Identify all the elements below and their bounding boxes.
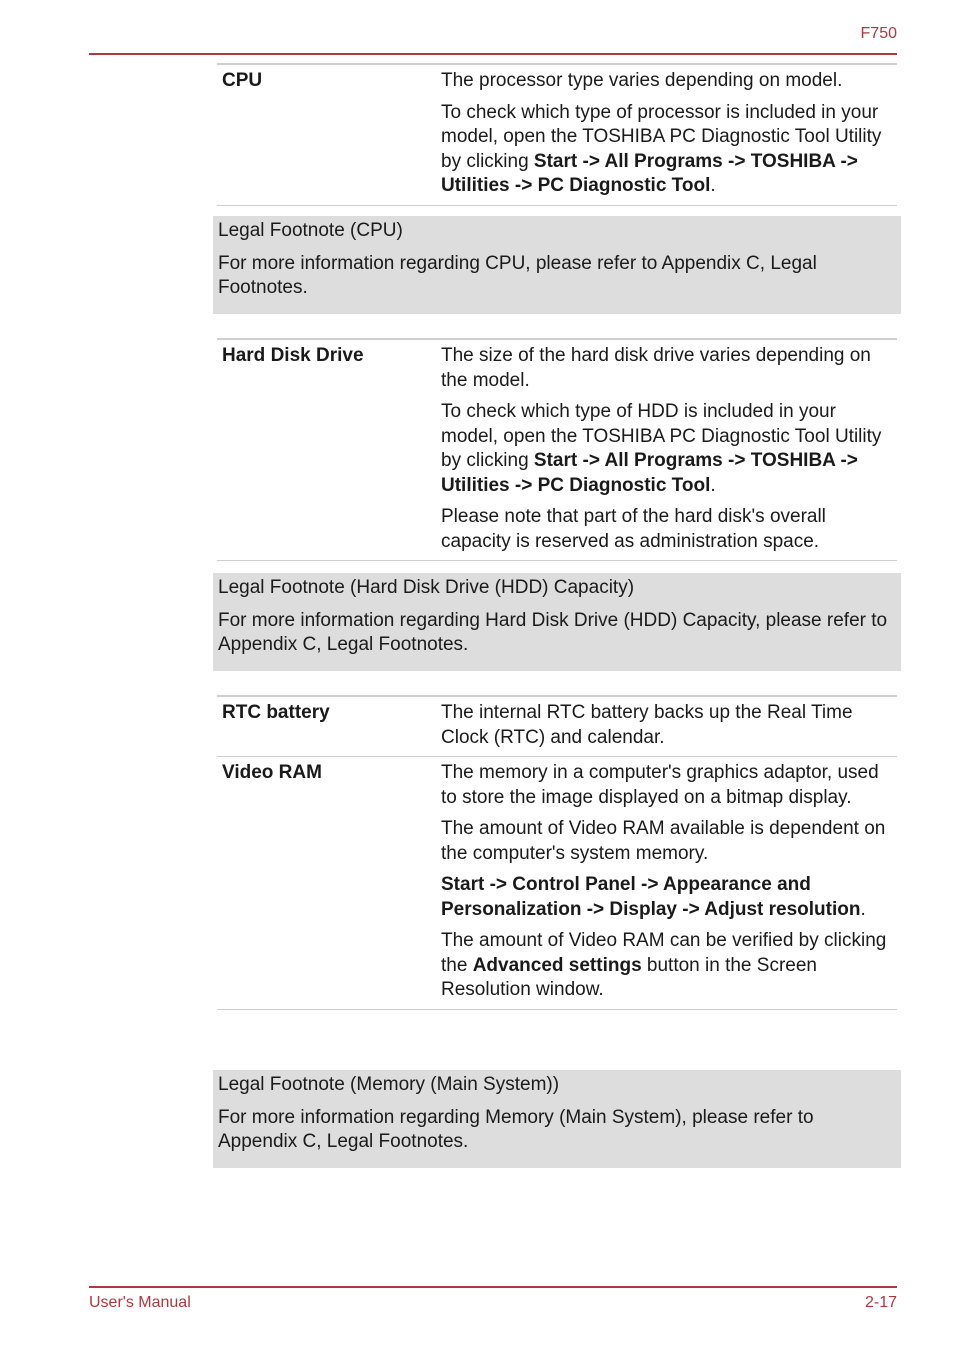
cpu-paragraph-2: To check which type of processor is included in your model, open the TOSHIBA PC Diagnostic Tool Utility by clicking Start -> All Programs -> TOSHIBA -> Utilities -> PC Diagnostic Tool.: [441, 101, 882, 196]
footnote-title: Legal Footnote (Hard Disk Drive (HDD) Capacity): [218, 577, 635, 598]
table-row: [217, 697, 897, 757]
vram-paragraph-3: Start -> Control Panel -> Appearance and Personalization -> Display -> Adjust resolution.: [441, 874, 866, 920]
menu-path: Start -> Control Panel -> Appearance and Personalization -> Display -> Adjust resolution: [441, 874, 861, 920]
hdd-paragraph-3: Please note that part of the hard disk's overall capacity is reserved as administration space.: [441, 506, 826, 552]
table-row: [217, 757, 897, 1010]
page-number: 2-17: [864, 1294, 897, 1311]
footnote-title: Legal Footnote (Memory (Main System)): [218, 1074, 560, 1095]
spec-term-cpu: CPU: [222, 70, 263, 91]
footnote-body: For more information regarding Memory (Main System), please refer to Appendix C, Legal Footnotes.: [218, 1106, 814, 1152]
spec-description-cpu: [441, 69, 891, 199]
vram-paragraph-1: The memory in a computer's graphics adaptor, used to store the image displayed on a bitmap display.: [441, 762, 879, 808]
footnote-body: For more information regarding CPU, please refer to Appendix C, Legal Footnotes.: [218, 252, 817, 298]
spec-table-hdd: [217, 338, 897, 561]
spec-description-rtc: [441, 701, 891, 750]
menu-path: Start -> All Programs -> TOSHIBA -> Utilities -> PC Diagnostic Tool: [441, 150, 858, 196]
legal-footnote-cpu: [213, 216, 901, 314]
spec-description-hdd: [441, 344, 891, 554]
vram-paragraph-4: The amount of Video RAM can be verified by clicking the Advanced settings button in the Screen Resolution window.: [441, 930, 887, 1000]
button-name: Advanced settings: [472, 954, 642, 976]
cpu-paragraph-1: The processor type varies depending on model.: [441, 70, 843, 91]
spec-term-vram: Video RAM: [222, 762, 322, 783]
footnote-title: Legal Footnote (CPU): [218, 220, 403, 241]
header-rule: [89, 53, 897, 55]
table-row: [217, 340, 897, 561]
spec-term-hdd: Hard Disk Drive: [222, 345, 364, 366]
hdd-paragraph-1: The size of the hard disk drive varies depending on the model.: [441, 345, 871, 391]
table-row: [217, 65, 897, 206]
legal-footnote-hdd: [213, 573, 901, 671]
footer-rule: [89, 1286, 897, 1288]
menu-path: Start -> All Programs -> TOSHIBA -> Utilities -> PC Diagnostic Tool: [441, 450, 858, 496]
spec-description-vram: [441, 761, 891, 1003]
vram-paragraph-2: The amount of Video RAM available is dependent on the computer's system memory.: [441, 818, 886, 864]
rtc-paragraph-1: The internal RTC battery backs up the Real Time Clock (RTC) and calendar.: [441, 702, 853, 748]
legal-footnote-memory: [213, 1070, 901, 1168]
hdd-paragraph-2: To check which type of HDD is included in your model, open the TOSHIBA PC Diagnostic Tool Utility by clicking Start -> All Programs -> TOSHIBA -> Utilities -> PC Diagnostic Tool.: [441, 401, 882, 496]
page-header-model: F750: [860, 25, 897, 42]
footer-manual-title: User's Manual: [89, 1294, 191, 1311]
footnote-body: For more information regarding Hard Disk Drive (HDD) Capacity, please refer to Appendix C, Legal Footnotes.: [218, 609, 888, 655]
spec-table-rtc-vram: [217, 695, 897, 1010]
spec-table-cpu: [217, 63, 897, 206]
spec-term-rtc: RTC battery: [222, 702, 330, 723]
